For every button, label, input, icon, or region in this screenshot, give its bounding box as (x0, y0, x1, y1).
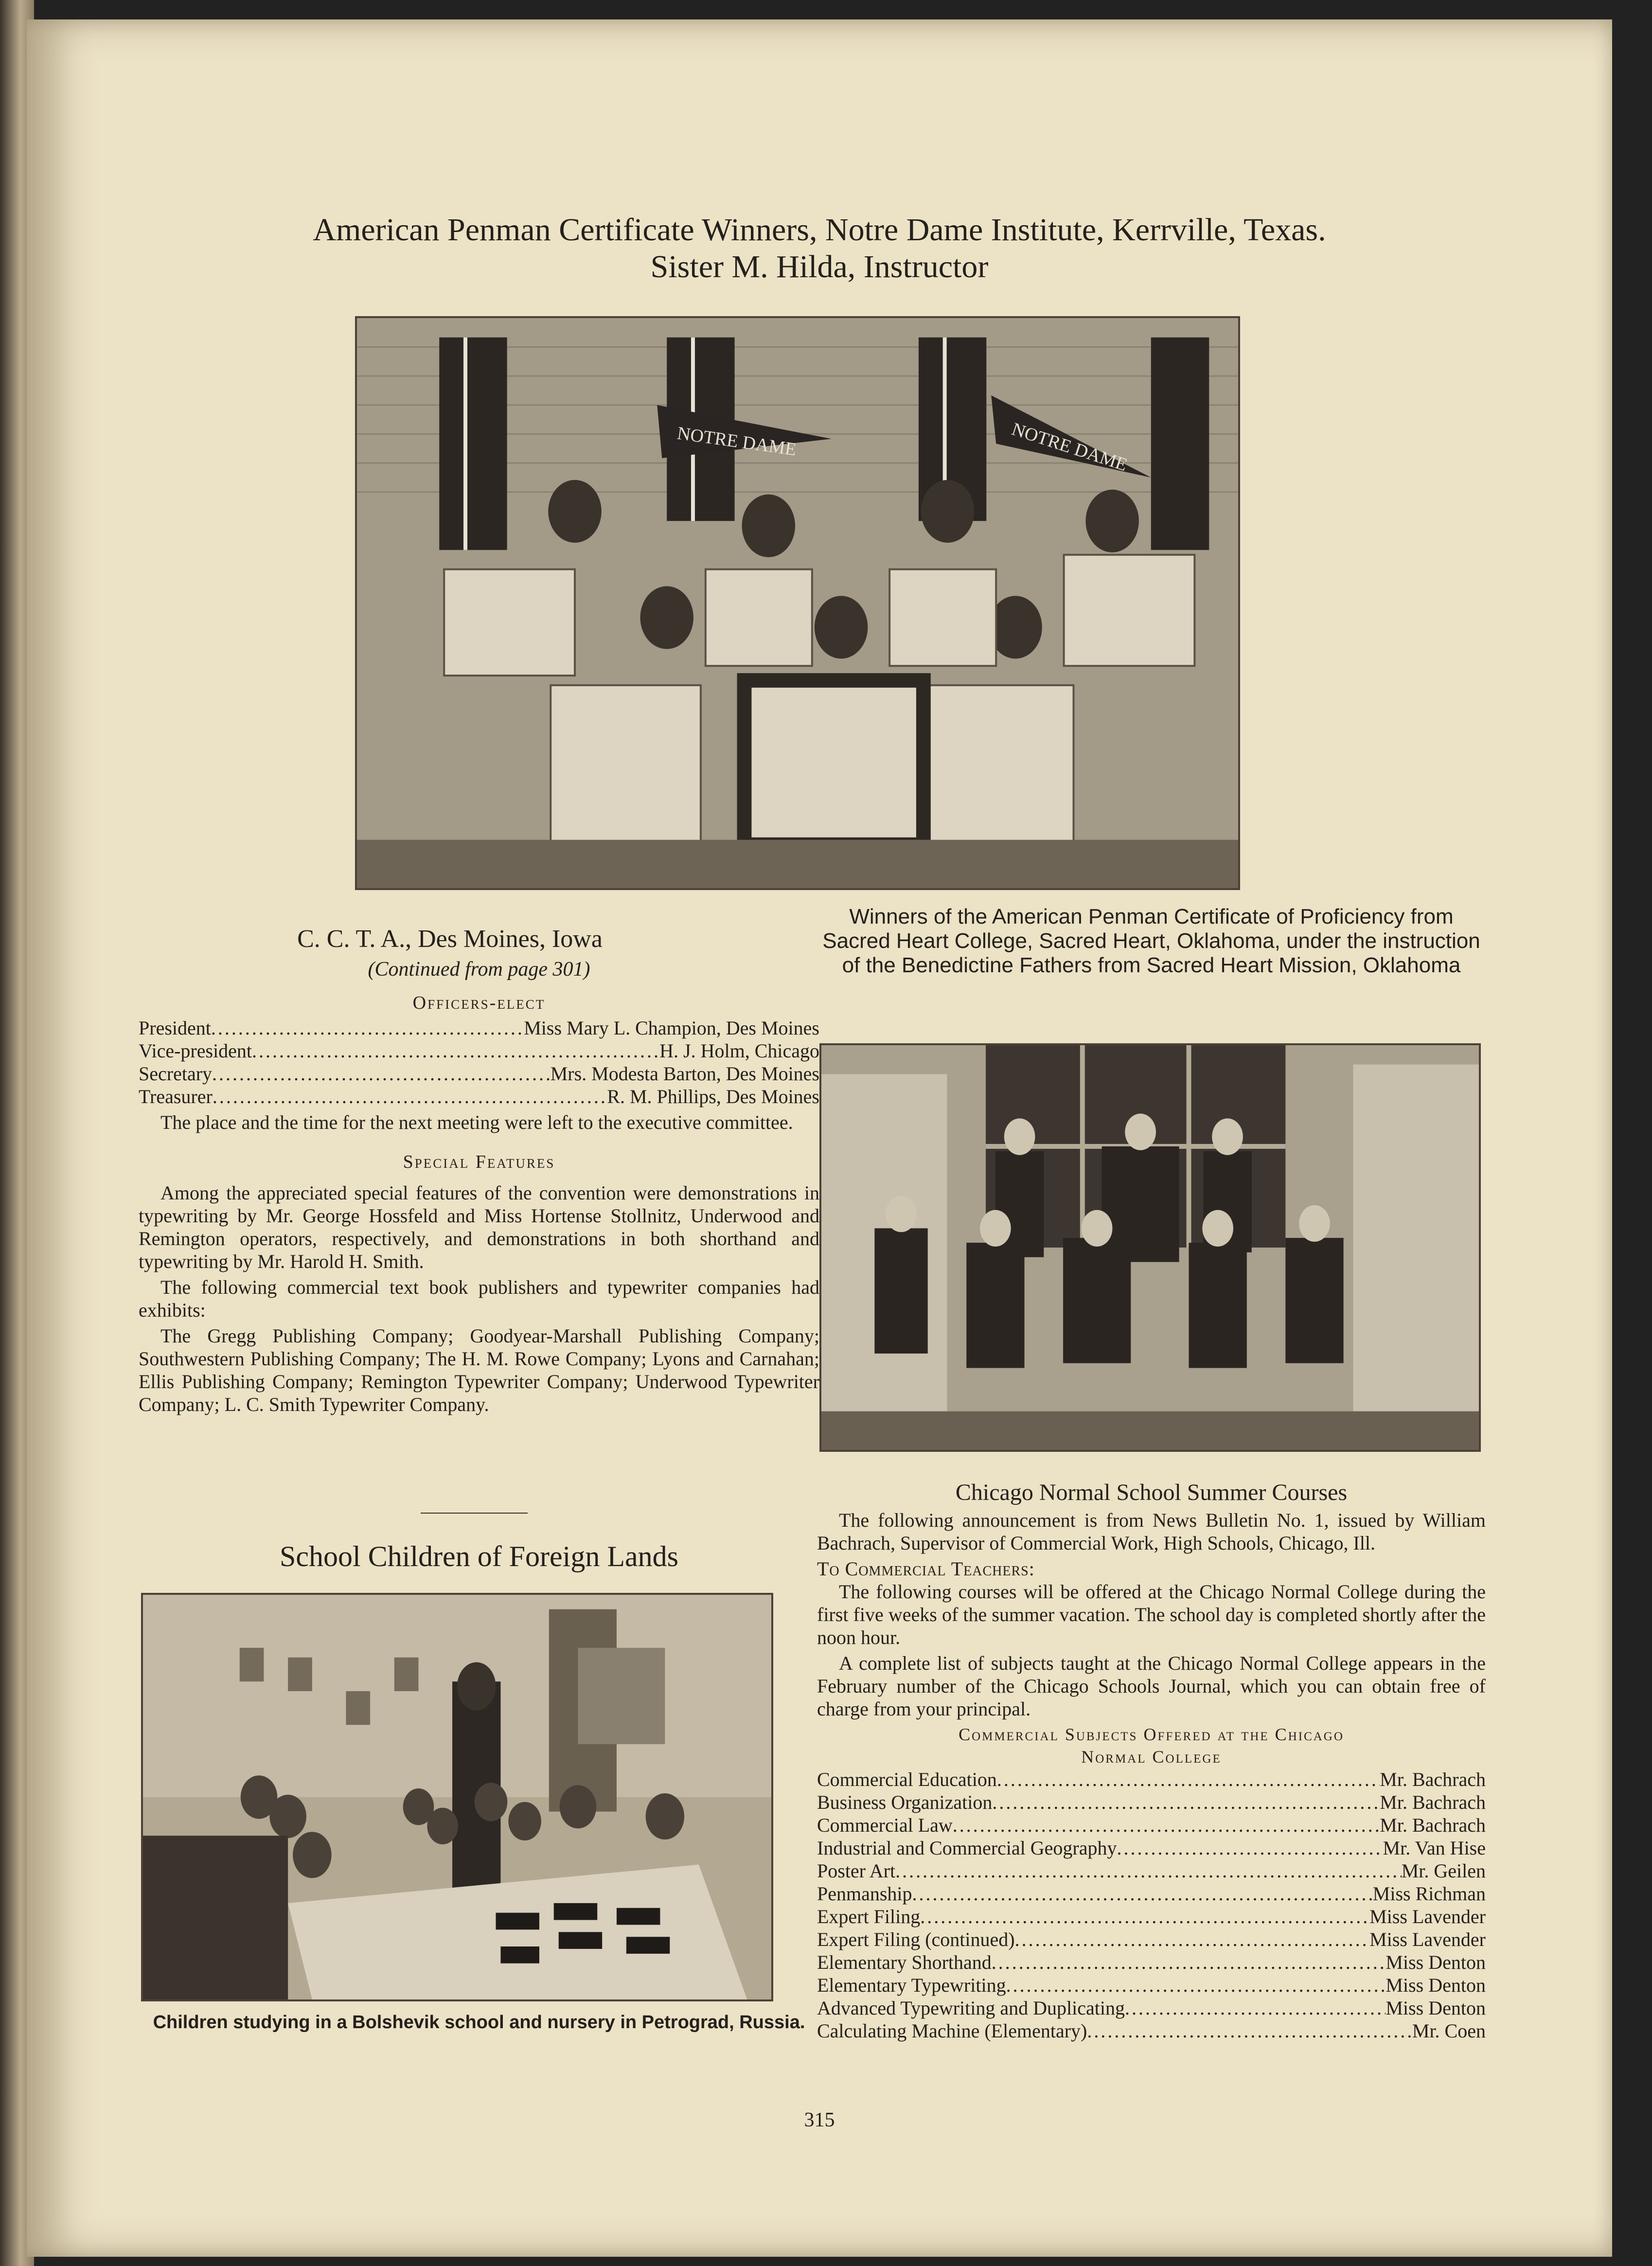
ccta-title: C. C. T. A., Des Moines, Iowa (297, 925, 603, 953)
subjects-list (817, 1768, 1486, 2042)
foreign-title: School Children of Foreign Lands (280, 1540, 678, 1572)
officer-role: President (139, 1017, 211, 1039)
officer-row (139, 1085, 819, 1108)
subject-name: Calculating Machine (Elementary) (817, 2020, 1087, 2042)
officer-row (139, 1017, 819, 1039)
subject-row (817, 1768, 1486, 1791)
officers-heading: Officers-elect (412, 993, 546, 1013)
subject-row (817, 1905, 1486, 1928)
page-header (27, 212, 1612, 285)
officer-name: R. M. Phillips, Des Moines (607, 1086, 819, 1107)
features-paragraph: Among the appreciated special features of the convention were demonstrations in typewriting by Mr. George Hossfeld and Miss Hortense Stollnitz, Underwood and Remington operators, respectively, and demonstrations in both shorthand and typewriting by Mr. Harold H. Smith. (139, 1182, 819, 1272)
subject-teacher: Mr. Bachrach (1380, 1814, 1486, 1836)
foreign-caption: Children studying in a Bolshevik school and nursery in Petrograd, Russia. (153, 2012, 805, 2033)
sacred-heart-caption: Winners of the American Penman Certificate of Proficiency from Sacred Heart College, Sacred Heart, Oklahoma, under the instruction of the Benedictine Fathers from Sacred Heart Mission, Oklahoma (822, 905, 1480, 977)
ccta-continued-note: (Continued from page 301) (368, 958, 590, 981)
officer-name: Mrs. Modesta Barton, Des Moines (550, 1063, 819, 1085)
subject-row (817, 1837, 1486, 1859)
officer-row (139, 1062, 819, 1085)
subject-teacher: Mr. Geilen (1401, 1860, 1486, 1882)
subject-teacher: Miss Denton (1386, 1974, 1486, 1996)
subjects-heading-2: Normal College (1081, 1747, 1222, 1766)
meeting-text: The place and the time for the next meeting were left to the executive committee. (160, 1111, 793, 1133)
subject-teacher: Miss Lavender (1369, 1928, 1486, 1950)
subject-name: Penmanship (817, 1883, 912, 1905)
subject-row (817, 1859, 1486, 1882)
subject-name: Commercial Law (817, 1814, 953, 1836)
features-paragraph: The Gregg Publishing Company; Goodyear-Marshall Publishing Company; Southwestern Publishing Company; The H. M. Rowe Company; Lyons and Carnahan; Ellis Publishing Company; Remington Typewriter Company; Underwood Typewriter Company; L. C. Smith Typewriter Company. (139, 1325, 819, 1415)
header-title-line2: Sister M. Hilda, Instructor (650, 249, 989, 285)
svg-text:NOTRE DAME: NOTRE DAME (675, 423, 798, 460)
officer-role: Treasurer (139, 1086, 213, 1107)
notre-dame-group-photo (355, 316, 1240, 890)
features-heading: Special Features (403, 1152, 555, 1172)
subject-row (817, 1974, 1486, 1997)
chicago-title: Chicago Normal School Summer Courses (955, 1480, 1348, 1505)
subject-name: Expert Filing (continued) (817, 1928, 1015, 1950)
subject-row (817, 1951, 1486, 1974)
chicago-paragraph: The following courses will be offered at the Chicago Normal College during the first five weeks of the summer vacation. The school day is completed shortly after the noon hour. (817, 1581, 1486, 1648)
officer-role: Secretary (139, 1063, 213, 1085)
subject-name: Business Organization (817, 1791, 993, 1813)
officers-list (139, 1017, 819, 1108)
subject-teacher: Miss Denton (1386, 1951, 1486, 1973)
subject-row (817, 1791, 1486, 1814)
subject-teacher: Mr. Bachrach (1380, 1791, 1486, 1813)
bolshevik-school-photo (141, 1593, 773, 2001)
sacred-heart-group-photo (819, 1043, 1481, 1452)
subject-name: Expert Filing (817, 1906, 921, 1927)
officer-role: Vice-president (139, 1040, 252, 1062)
subject-row (817, 1814, 1486, 1837)
subject-name: Commercial Education (817, 1768, 997, 1790)
subject-row (817, 2019, 1486, 2042)
features-body (139, 1181, 819, 1416)
subject-row (817, 1928, 1486, 1951)
officer-name: Miss Mary L. Champion, Des Moines (524, 1017, 819, 1039)
subject-teacher: Mr. Van Hise (1383, 1837, 1486, 1859)
subject-row (817, 1882, 1486, 1905)
subject-name: Elementary Typewriting (817, 1974, 1006, 1996)
meeting-paragraph (139, 1111, 819, 1134)
subject-name: Poster Art (817, 1860, 896, 1882)
features-paragraph: The following commercial text book publishers and typewriter companies had exhibits: (139, 1276, 819, 1321)
chicago-paragraph: A complete list of subjects taught at the Chicago Normal College appears in the February number of the Chicago Schools Journal, which you can obtain free of charge from your principal. (817, 1652, 1486, 1720)
subject-name: Advanced Typewriting and Duplicating (817, 1997, 1125, 2019)
svg-text:NOTRE DAME: NOTRE DAME (1009, 419, 1130, 476)
page-number: 315 (804, 2109, 835, 2131)
officer-row (139, 1039, 819, 1062)
subject-teacher: Miss Lavender (1369, 1906, 1486, 1927)
subject-name: Elementary Shorthand (817, 1951, 992, 1973)
officer-name: H. J. Holm, Chicago (659, 1040, 819, 1062)
subjects-heading-1: Commercial Subjects Offered at the Chicago (959, 1725, 1344, 1744)
subject-teacher: Mr. Coen (1412, 2020, 1486, 2042)
chicago-body (817, 1509, 1486, 1720)
subject-name: Industrial and Commercial Geography (817, 1837, 1117, 1859)
chicago-paragraph: The following announcement is from News Bulletin No. 1, issued by William Bachrach, Supervisor of Commercial Work, High Schools, Chicago, Ill. (817, 1509, 1486, 1554)
subject-row (817, 1997, 1486, 2019)
header-title-line1: American Penman Certificate Winners, Notre Dame Institute, Kerrville, Texas. (313, 212, 1326, 248)
section-divider (421, 1513, 528, 1514)
subject-teacher: Miss Denton (1386, 1997, 1486, 2019)
subject-teacher: Mr. Bachrach (1380, 1768, 1486, 1790)
subject-teacher: Miss Richman (1372, 1883, 1486, 1905)
ccta-section (139, 924, 819, 1419)
chicago-salutation: To Commercial Teachers: (817, 1558, 1035, 1580)
magazine-page (27, 19, 1612, 2257)
chicago-section (817, 1479, 1486, 2042)
